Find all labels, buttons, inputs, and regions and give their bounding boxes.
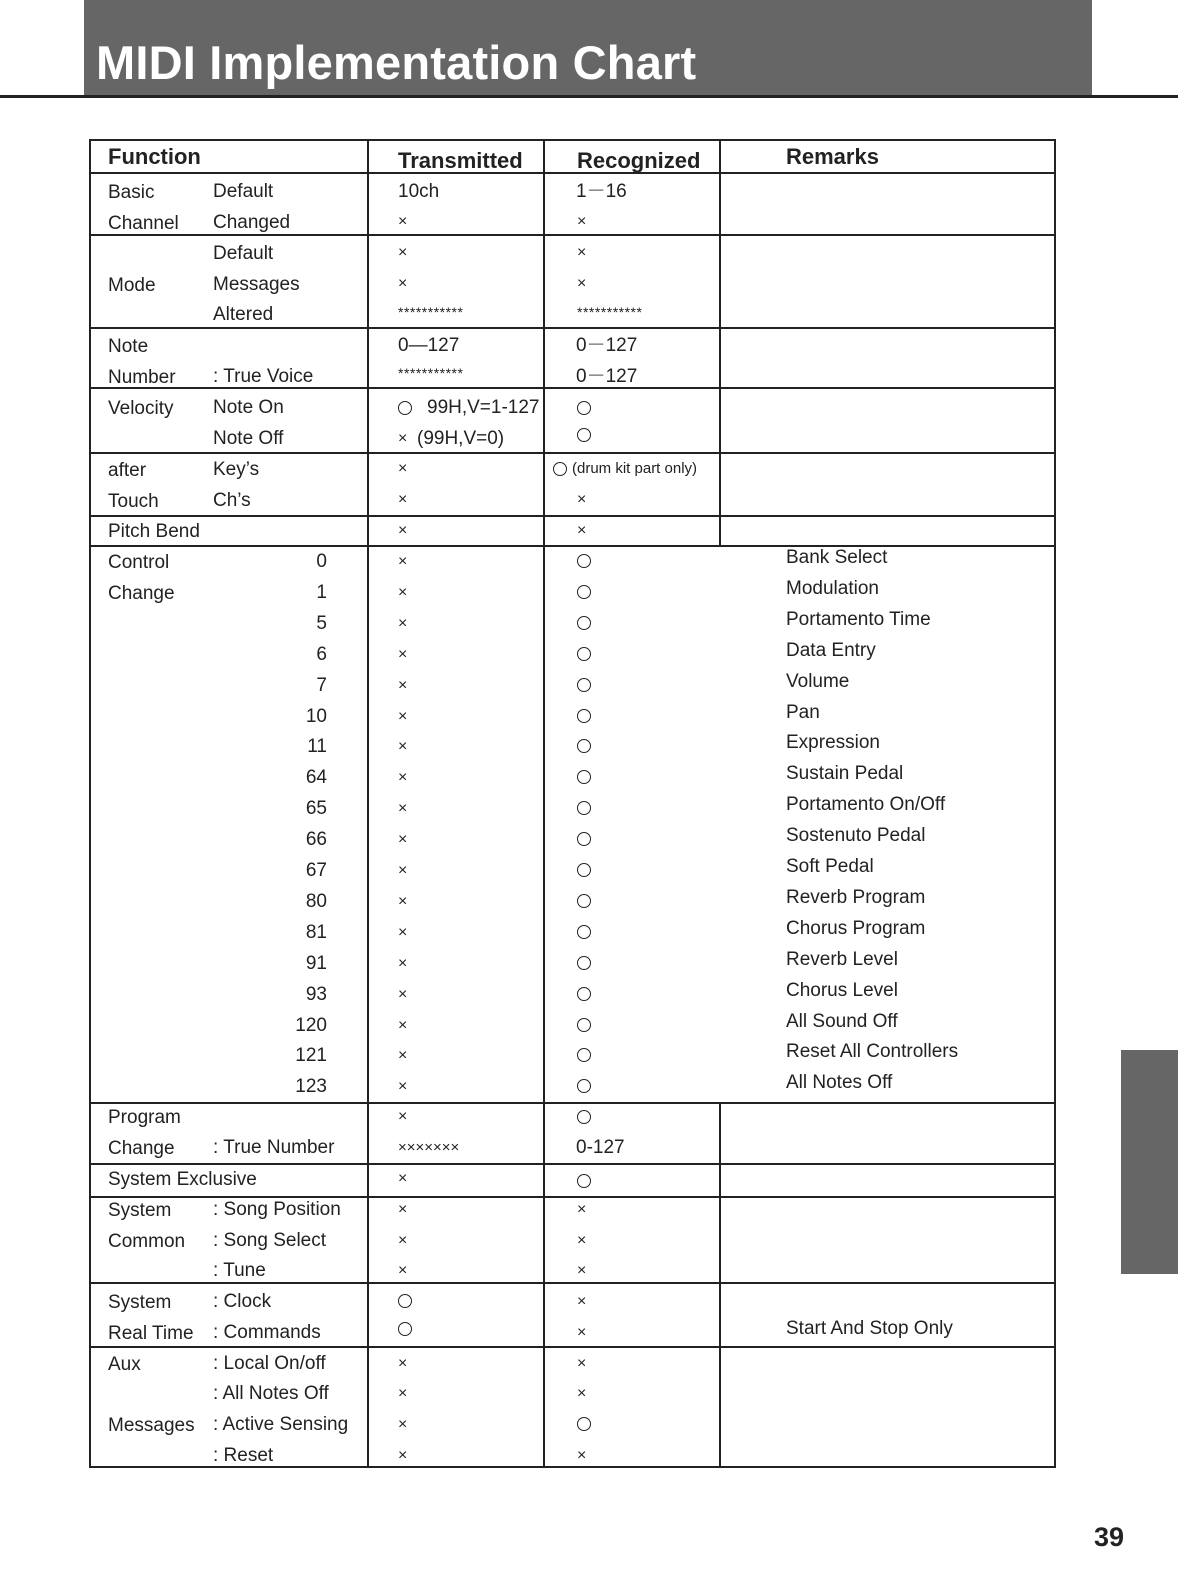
asterisks: *********** [398,365,464,381]
channel-label: Channel [108,213,179,234]
row-divider [91,1196,1054,1198]
mode-altered-label: Altered [213,304,274,325]
note-off-tx: (99H,V=0) [417,428,505,449]
cross-mark: × [577,1262,587,1279]
cross-mark: × [398,1170,408,1187]
cc-remark: Data Entry [786,639,876,661]
circle-mark [577,401,591,415]
reset-label: : Reset [213,1445,274,1466]
all-notes-off-label: : All Notes Off [213,1383,329,1404]
header-remarks: Remarks [786,144,879,169]
cc-number: 65 [305,798,327,820]
circle-mark [577,956,591,970]
cc-number: 120 [295,1014,327,1036]
aux-messages-label: Messages [108,1415,195,1436]
cc-remark: Expression [786,732,880,754]
cc-remark: Sustain Pedal [786,763,904,785]
cross-mark: × [398,1016,408,1034]
col-divider-recognized-top [719,141,721,546]
cross-mark: × [577,1447,587,1464]
circle-mark [577,616,591,630]
header-recognized: Recognized [577,148,701,173]
circle-mark [577,1018,591,1032]
circle-mark [577,1110,591,1124]
pitch-bend-label: Pitch Bend [108,521,200,542]
cross-mark: × [398,460,408,477]
cross-mark: × [398,954,408,972]
cross-mark: × [577,1232,587,1249]
cross-mark: × [398,583,408,601]
cross-mark: × [398,553,408,570]
aux-label: Aux [108,1354,141,1375]
realtime-remark: Start And Stop Only [786,1318,953,1339]
title-underline [0,95,1178,98]
cross-mark: × [398,430,408,447]
mode-messages-label: Messages [213,274,300,295]
row-divider [91,1282,1054,1284]
note-on-label: Note On [213,397,284,418]
cc-number: 5 [316,612,327,634]
chs-label: Ch’s [213,490,251,511]
cc-remark: Soft Pedal [786,856,874,877]
note-tx-range: 0—127 [398,335,460,356]
row-divider [91,452,1054,454]
row-divider [91,234,1054,236]
velocity-label: Velocity [108,398,174,419]
cc-number: 123 [295,1076,327,1098]
note-label: Note [108,336,149,357]
cc-number: 91 [305,952,327,974]
cross-mark: × [398,707,408,725]
cc-remark: Chorus Program [786,917,926,939]
system-common-label: System [108,1200,172,1221]
circle-mark [577,1417,591,1431]
note-on-tx: 99H,V=1-127 [427,397,540,418]
basic-label: Basic [108,182,155,203]
cc-number: 0 [316,551,327,572]
note-rx-range: 0－127 [576,335,638,356]
touch-label: Touch [108,491,159,512]
cc-remark: All Notes Off [786,1072,893,1094]
row-divider [91,545,1054,547]
row-divider [91,1163,1054,1165]
cross-mark: × [577,522,587,539]
cross-mark: × [398,738,408,756]
cross-mark: × [398,800,408,818]
cross-mark: × [398,1078,408,1096]
commands-label: : Commands [213,1322,321,1343]
mode-label: Mode [108,275,156,296]
row-divider [91,172,1054,174]
cross-mark: × [398,1385,408,1402]
circle-mark [553,462,567,476]
keys-label: Key’s [213,459,260,480]
cross-mark: × [577,1385,587,1402]
circle-mark [398,1294,412,1308]
cross-mark: × [398,522,408,539]
control-label: Control [108,552,170,573]
after-label: after [108,460,147,481]
circle-mark [577,1048,591,1062]
true-number-tx: ××××××× [398,1139,460,1156]
cc-remark: Portamento On/Off [786,794,946,816]
cross-mark: × [398,831,408,849]
circle-mark [398,1322,412,1336]
cc-remark: Chorus Level [786,979,898,1001]
cc-remark: Bank Select [786,547,888,568]
circle-mark [577,678,591,692]
midi-chart-table [89,139,1056,1468]
change-label: Change [108,583,175,604]
cc-remark: Volume [786,670,850,692]
common-label: Common [108,1231,186,1252]
note-off-label: Note Off [213,428,284,449]
row-divider [91,1102,1054,1104]
cc-number: 93 [305,983,327,1005]
cc-number: 67 [305,860,327,881]
program-change-label: Change [108,1138,175,1159]
number-label: Number [108,367,176,388]
circle-mark [577,585,591,599]
row-divider [91,515,1054,517]
cc-remark: Sostenuto Pedal [786,825,926,847]
cross-mark: × [398,614,408,632]
circle-mark [398,401,412,415]
cross-mark: × [398,769,408,787]
local-label: : Local On/off [213,1353,326,1374]
basic-default-tx: 10ch [398,181,440,202]
cross-mark: × [398,491,408,508]
cc-number: 6 [316,643,327,665]
cross-mark: × [398,1447,408,1464]
true-voice-rx: 0－127 [576,366,638,387]
circle-mark [577,770,591,784]
cross-mark: × [398,1108,408,1125]
clock-label: : Clock [213,1291,272,1312]
cross-mark: × [577,1293,587,1310]
title-banner [84,0,1092,96]
page-number: 39 [1093,1522,1124,1552]
col-divider-recognized-bottom [719,1103,721,1466]
circle-mark [577,428,591,442]
cc-remark: Reverb Level [786,948,898,970]
circle-mark [577,1079,591,1093]
cc-remark: Modulation [786,577,879,599]
cross-mark: × [577,1201,587,1218]
cc-remark: Reset All Controllers [786,1041,959,1063]
active-sensing-label: : Active Sensing [213,1414,349,1435]
true-voice-label: : True Voice [213,366,314,387]
circle-mark [577,832,591,846]
circle-mark [577,987,591,1001]
cross-mark: × [398,985,408,1003]
cross-mark: × [398,1047,408,1065]
song-position-label: : Song Position [213,1199,341,1220]
circle-mark [577,554,591,568]
basic-changed-label: Changed [213,212,291,233]
row-divider [91,327,1054,329]
cc-remark: All Sound Off [786,1010,898,1032]
col-divider-transmitted [543,141,545,1466]
circle-mark [577,801,591,815]
cross-mark: × [398,892,408,910]
song-select-label: : Song Select [213,1230,327,1251]
cross-mark: × [398,1232,408,1249]
cc-number: 81 [305,921,327,943]
system-realtime-label: System [108,1292,172,1313]
cross-mark: × [398,862,408,879]
cross-mark: × [577,275,587,292]
cross-mark: × [398,1416,408,1433]
cross-mark: × [398,1355,408,1372]
circle-mark [577,894,591,908]
cc-number: 66 [305,829,327,851]
cc-number: 80 [305,890,327,912]
cross-mark: × [577,213,587,230]
col-divider-function [367,141,369,1466]
true-number-rx: 0-127 [576,1137,625,1158]
cross-mark: × [577,244,587,261]
cross-mark: × [398,213,408,230]
cross-mark: × [398,923,408,941]
cross-mark: × [398,676,408,694]
cc-number: 10 [305,705,327,727]
mode-default-label: Default [213,243,274,264]
header-function: Function [108,144,201,169]
cc-number: 11 [307,736,327,758]
tune-label: : Tune [213,1260,266,1281]
cc-number: 121 [295,1045,327,1067]
side-thumb-tab [1121,1050,1178,1274]
cross-mark: × [398,244,408,261]
cross-mark: × [398,645,408,663]
cc-remark: Portamento Time [786,608,931,630]
sysex-label: System Exclusive [108,1169,257,1190]
circle-mark [577,925,591,939]
cc-remark: Reverb Program [786,886,926,908]
realtime-label: Real Time [108,1323,194,1344]
keys-rx: (drum kit part only) [572,460,698,477]
basic-default-label: Default [213,181,274,202]
asterisks: *********** [577,304,643,320]
cross-mark: × [398,1201,408,1218]
basic-default-rx: 1－16 [576,181,627,202]
circle-mark [577,709,591,723]
cross-mark: × [398,275,408,292]
circle-mark [577,647,591,661]
cc-remark: Pan [786,701,820,723]
true-number-label: : True Number [213,1137,335,1158]
circle-mark [577,863,591,877]
circle-mark [577,739,591,753]
program-label: Program [108,1107,181,1128]
circle-mark [577,1174,591,1188]
cross-mark: × [577,491,587,508]
cc-number: 64 [305,767,327,789]
cc-number: 7 [316,674,327,696]
asterisks: *********** [398,304,464,320]
cc-number: 1 [316,581,327,603]
header-transmitted: Transmitted [398,148,523,173]
page-title: MIDI Implementation Chart [96,36,697,89]
cross-mark: × [398,1262,408,1279]
row-divider [91,1346,1054,1348]
cross-mark: × [577,1355,587,1372]
cross-mark: × [577,1324,587,1341]
